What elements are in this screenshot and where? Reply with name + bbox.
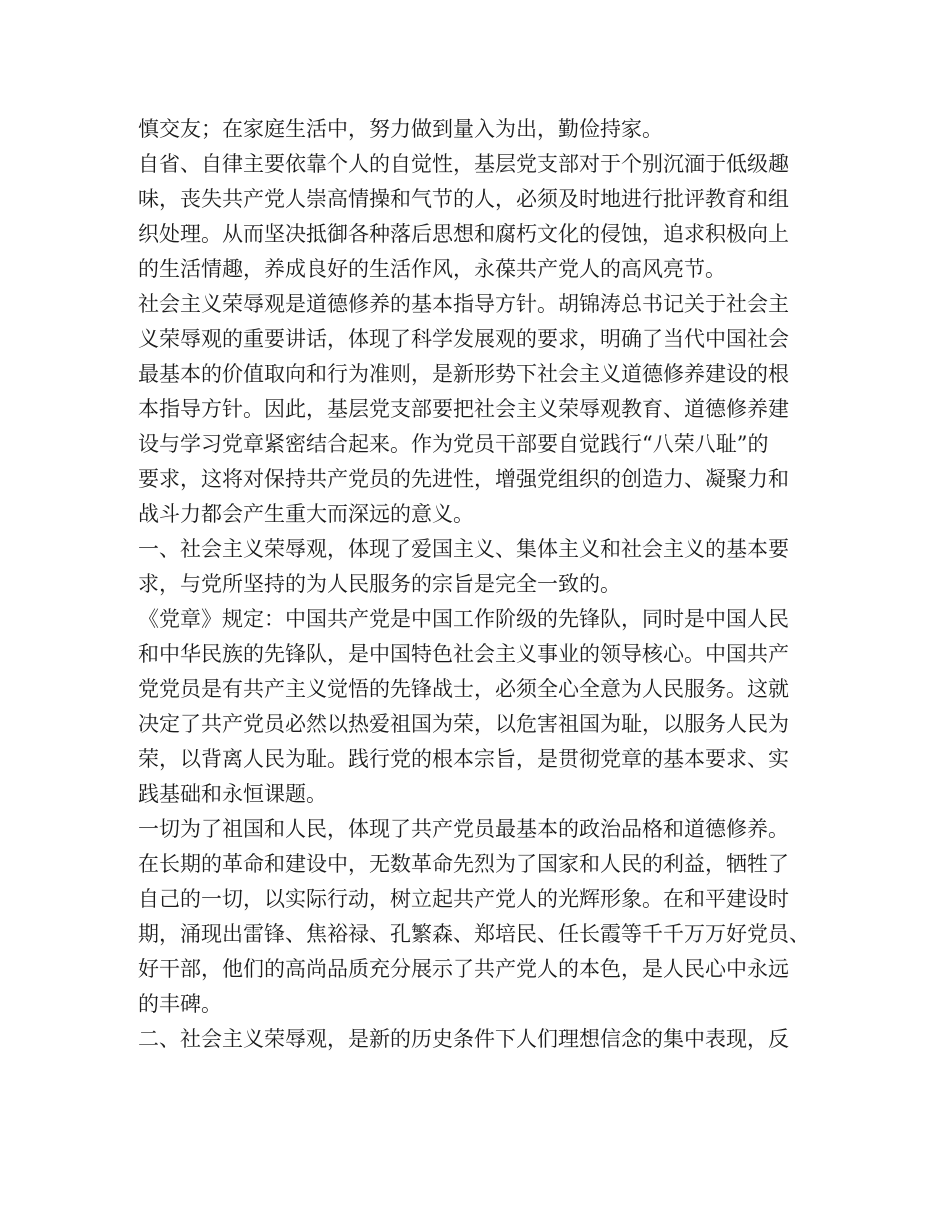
- text-line: 慎交友；在家庭生活中，努力做到量入为出，勤俭持家。: [138, 117, 663, 141]
- text-line: 味，丧失共产党人崇高情操和气节的人，必须及时地进行批评教育和组: [138, 187, 789, 211]
- text-line: 自省、自律主要依靠个人的自觉性，基层党支部对于个别沉湎于低级趣: [138, 152, 789, 176]
- text-line: 在长期的革命和建设中，无数革命先烈为了国家和人民的利益，牺牲了: [138, 852, 789, 876]
- text-line: 的生活情趣，养成良好的生活作风，永葆共产党人的高风亮节。: [138, 257, 726, 281]
- text-line: 本指导方针。因此，基层党支部要把社会主义荣辱观教育、道德修养建: [138, 397, 789, 421]
- text-line: 要求，这将对保持共产党员的先进性，增强党组织的创造力、凝聚力和: [138, 467, 789, 491]
- text-line: 荣，以背离人民为耻。践行党的根本宗旨，是贯彻党章的基本要求、实: [138, 747, 789, 771]
- text-line: 党党员是有共产主义觉悟的先锋战士，必须全心全意为人民服务。这就: [138, 677, 789, 701]
- document-body: [138, 112, 828, 1057]
- text-line: 的丰碑。: [138, 992, 222, 1016]
- text-line: 设与学习党章紧密结合起来。作为党员干部要自觉践行“八荣八耻”的: [138, 432, 769, 456]
- text-line: 织处理。从而坚决抵御各种落后思想和腐朽文化的侵蚀，追求积极向上: [138, 222, 789, 246]
- text-line: 战斗力都会产生重大而深远的意义。: [138, 502, 474, 526]
- text-line: 一、社会主义荣辱观，体现了爱国主义、集体主义和社会主义的基本要: [138, 537, 789, 561]
- text-line: 自己的一切，以实际行动，树立起共产党人的光辉形象。在和平建设时: [138, 887, 789, 911]
- text-line: 义荣辱观的重要讲话，体现了科学发展观的要求，明确了当代中国社会: [138, 327, 789, 351]
- text-line: 期，涌现出雷锋、焦裕禄、孔繁森、郑培民、任长霞等千千万万好党员、: [138, 922, 810, 946]
- text-line: 求，与党所坚持的为人民服务的宗旨是完全一致的。: [138, 572, 621, 596]
- text-line: 最基本的价值取向和行为准则，是新形势下社会主义道德修养建设的根: [138, 362, 789, 386]
- text-line: 二、社会主义荣辱观，是新的历史条件下人们理想信念的集中表现，反: [138, 1027, 789, 1051]
- text-line: 决定了共产党员必然以热爱祖国为荣，以危害祖国为耻，以服务人民为: [138, 712, 789, 736]
- text-line: 践基础和永恒课题。: [138, 782, 327, 806]
- text-line: 好干部，他们的高尚品质充分展示了共产党人的本色，是人民心中永远: [138, 957, 789, 981]
- text-line: 社会主义荣辱观是道德修养的基本指导方针。胡锦涛总书记关于社会主: [138, 292, 789, 316]
- text-line: 和中华民族的先锋队，是中国特色社会主义事业的领导核心。中国共产: [138, 642, 789, 666]
- text-line: 《党章》规定：中国共产党是中国工作阶级的先锋队，同时是中国人民: [138, 607, 789, 631]
- text-line: 一切为了祖国和人民，体现了共产党员最基本的政治品格和道德修养。: [138, 817, 789, 841]
